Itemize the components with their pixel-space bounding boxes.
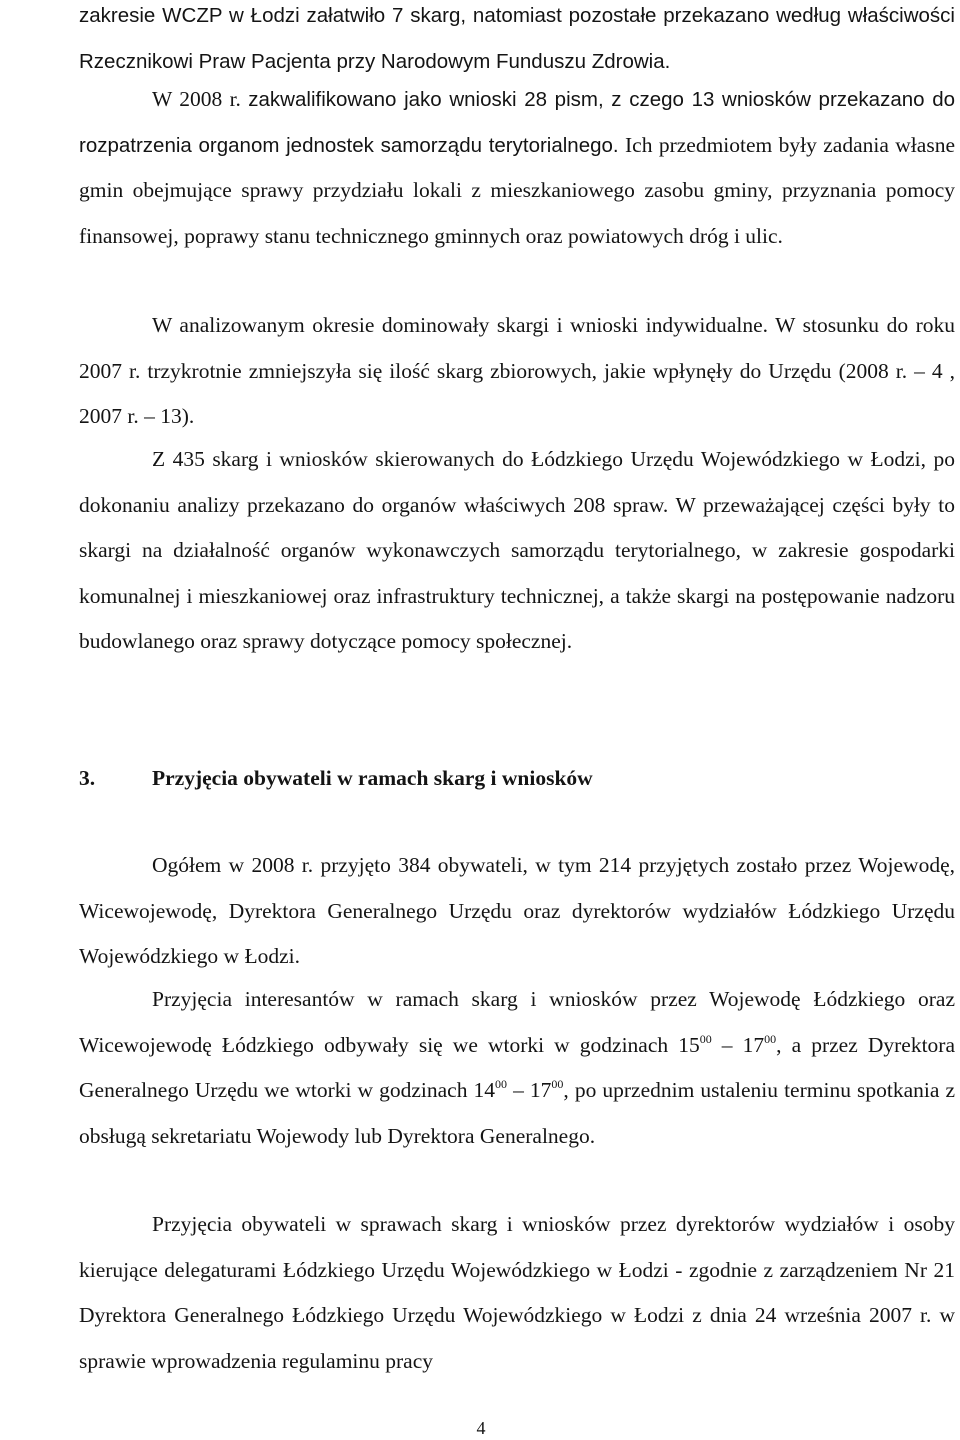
hour-dash-2: – [507,1078,530,1103]
paragraph-2-tail: Ich przedmiotem były zadania własne gmin obejmujące sprawy przydziału lokali z mieszkaniowego zasobu gminy, przyznania pomocy finansowej, poprawy stanu technicznego gminnych oraz powiatowych dróg i ulic. [79,132,955,248]
hour-1: 15 [678,1032,700,1057]
section-heading [79,760,593,796]
section-number: 3. [79,766,96,790]
paragraph-7 [79,1202,955,1384]
paragraph-2 [79,77,955,259]
hour-2: 17 [742,1032,765,1057]
hour-dash-1: – [711,1032,743,1057]
paragraph-6 [79,977,955,1159]
paragraph-2-mid: zakwalifikowano jako wnioski 28 pism, z czego 13 wniosków przekazano do rozpatrzenia organom jednostek samorządu terytorialnego. [79,88,955,157]
paragraph-4 [79,437,955,665]
paragraph-3 [79,303,955,440]
hour-3: 14 [473,1078,496,1103]
paragraph-5 [79,843,955,980]
paragraph-5-text: Ogółem w 2008 r. przyjęto 384 obywateli, w tym 214 przyjętych zostało przez Wojewodę, Wicewojewodę, Dyrektora Generalnego Urzędu oraz dyrektorów wydziałów Łódzkiego Urzędu Wojewódzkiego w Łodzi. [79,853,955,969]
paragraph-2-lead: W 2008 r. [152,87,249,111]
paragraph-1-text: zakresie WCZP w Łodzi załatwiło 7 skarg, natomiast pozostałe przekazano według właściwości Rzecznikowi Praw Pacjenta przy Narodowym Funduszu Zdrowia. [79,4,955,73]
paragraph-4-text: Z 435 skarg i wniosków skierowanych do Łódzkiego Urzędu Wojewódzkiego w Łodzi, po dokonaniu analizy przekazano do organów właściwych 208 spraw. W przeważającej części były to skargi na działalność organów wykonawczych samorządu terytorialnego, w zakresie gospodarki komunalnej i mieszkaniowej oraz infrastruktury technicznej, a także skargi na postępowanie nadzoru budowlanego oraz sprawy dotyczące pomocy społecznej. [79,447,955,654]
hour-3-minutes: 00 [495,1077,508,1092]
hour-4-minutes: 00 [551,1077,564,1092]
hour-2-minutes: 00 [764,1031,777,1046]
paragraph-6-text-c: , po uprzednim ustaleniu terminu spotkania z obsługą sekretariatu Wojewody lub Dyrektora Generalnego. [79,1078,956,1148]
hour-4: 17 [529,1078,552,1103]
page-number: 4 [476,1418,486,1438]
paragraph-6-text-a: Przyjęcia interesantów w ramach skarg i wniosków przez Wojewodę Łódzkiego oraz Wicewojewodę Łódzkiego odbywały się we wtorki w godzinach [79,987,955,1057]
hour-1-minutes: 00 [699,1031,712,1046]
section-title: Przyjęcia obywateli w ramach skarg i wniosków [152,766,593,790]
paragraph-6-text-b: , a przez Dyrektora Generalnego Urzędu we wtorki w godzinach [79,1032,955,1103]
document-page [79,0,955,1440]
paragraph-1 [79,0,955,84]
paragraph-7-text: Przyjęcia obywateli w sprawach skarg i wniosków przez dyrektorów wydziałów i osoby kierujące delegaturami Łódzkiego Urzędu Wojewódzkiego w Łodzi - zgodnie z zarządzeniem Nr 21 Dyrektora Generalnego Łódzkiego Urzędu Wojewódzkiego w Łodzi z dnia 24 września 2007 r. w sprawie wprowadzenia regulaminu pracy [79,1212,955,1373]
paragraph-3-text: W analizowanym okresie dominowały skargi i wnioski indywidualne. W stosunku do roku 2007 r. trzykrotnie zmniejszyła się ilość skarg zbiorowych, jakie wpłynęły do Urzędu (2008 r. – 4 , 2007 r. – 13). [79,313,955,429]
